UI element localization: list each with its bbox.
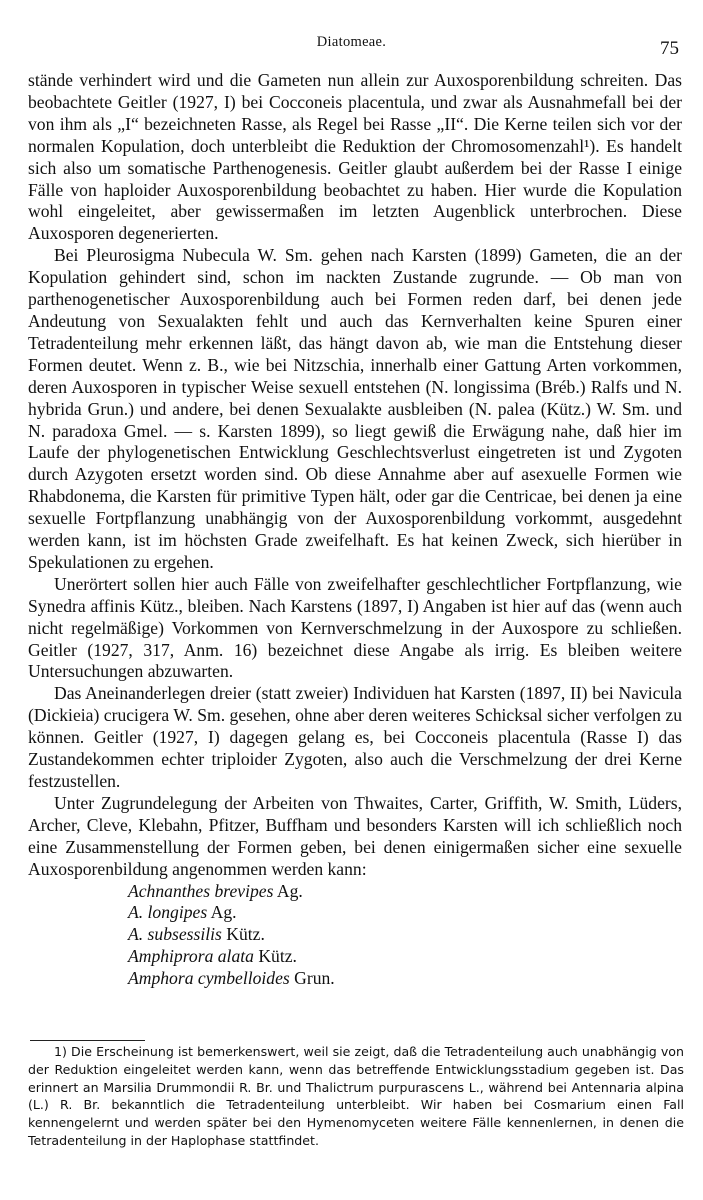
paragraph-2: Bei Pleurosigma Nubecula W. Sm. gehen nach Karsten (1899) Gameten, die an der Kopulation gehindert sind, schon im nackten Zustande zugrunde. — Ob man von parthenogenetischer Auxosporenbildung auch bei Formen reden darf, bei denen jede Andeutung von Sexualakten fehlt und auch das Kernverhalten keine Spuren einer Tetradenteilung mehr erkennen läßt, das hängt davon ab, wie man die Entstehung dieser Formen deutet. Wenn z. B., wie bei Nitzschia, innerhalb einer Gattung Arten vorkommen, deren Auxosporen in typischer Weise sexuell entstehen (N. longissima (Bréb.) Ralfs und N. hybrida Grun.) und andere, bei denen Sexualakte ausbleiben (N. palea (Kütz.) W. Sm. und N. paradoxa Gmel. — s. Karsten 1899), so liegt gewiß die Erwägung nahe, daß hier im Laufe der phylogenetischen Entwicklung Geschlechtsverlust eingetreten ist und Zygoten durch Azygoten ersetzt worden sind. Ob diese Annahme aber auf asexuelle Formen wie Rhabdonema, die Karsten für primitive Typen hält, oder gar die Centricae, bei denen ja eine sexuelle Fortpflanzung unabhängig von der Auxosporenbildung vorkommt, ausgedehnt werden kann, ist im höchsten Grade zweifelhaft. Es hat keinen Zweck, sich hierüber in Spekulationen zu ergehen. xyxy=(28,245,682,572)
species-name: A. longipes xyxy=(128,902,208,923)
paragraph-5: Unter Zugrundelegung der Arbeiten von Thwaites, Carter, Griffith, W. Smith, Lüders, Archer, Cleve, Klebahn, Pfitzer, Buffham und besonders Karsten will ich schließlich noch eine Zusammenstellung der Formen geben, bei denen einigermaßen sicher eine sexuelle Auxosporenbildung angenommen werden kann: xyxy=(28,792,682,879)
species-name: Amphiprora alata xyxy=(128,946,254,967)
species-item xyxy=(128,946,682,968)
species-author: Kütz. xyxy=(226,924,265,945)
species-list xyxy=(128,881,682,991)
species-author: Kütz. xyxy=(258,946,297,967)
species-author: Ag. xyxy=(276,880,303,901)
body-text xyxy=(28,70,682,990)
paragraph-4: Das Aneinanderlegen dreier (statt zweier) Individuen hat Karsten (1897, II) bei Navicula (Dickieia) crucigera W. Sm. gesehen, ohne aber deren weiteres Schicksal sicher verfolgen zu können. Geitler (1927, I) dagegen gelang es, bei Cocconeis placentula (Rasse I) das Zustandekommen echter triploider Zygoten, also auch die Verschmelzung der drei Kerne festzustellen. xyxy=(28,683,682,791)
paragraph-1: stände verhindert wird und die Gameten nun allein zur Auxosporenbildung schreiten. Das beobachtete Geitler (1927, I) bei Cocconeis placentula, und zwar als Ausnahmefall bei der von ihm als „I“ bezeichneten Rasse, als Regel bei Rasse „II“. Die Kerne teilen sich vor der normalen Kopulation, doch unterbleibt die Reduktion der Chromosomenzahl¹). Es handelt sich also um somatische Parthenogenesis. Geitler glaubt außerdem bei der Rasse I einige Fälle von haploider Auxosporenbildung beobachtet zu haben. Hier wurde die Kopulation wohl eingeleitet, aber gewissermaßen im letzten Augenblick unterbrochen. Diese Auxosporen degenerierten. xyxy=(28,70,682,244)
page-number: 75 xyxy=(660,38,679,59)
species-item xyxy=(128,924,682,946)
species-item xyxy=(128,902,682,924)
species-author: Ag. xyxy=(210,902,237,923)
species-item xyxy=(128,968,682,990)
footnote-divider xyxy=(30,1040,145,1041)
running-title: Diatomeae. xyxy=(316,34,387,50)
running-header xyxy=(0,34,703,64)
species-author: Grun. xyxy=(294,968,335,989)
species-name: Achnanthes brevipes xyxy=(128,880,274,901)
footnote-text: 1) Die Erscheinung ist bemerkenswert, weil sie zeigt, daß die Tetradenteilung auch unabhängig von der Reduktion eingeleitet werden kann, wenn das betreffende Entwicklungsstadium gegeben ist. Das erinnert an Marsilia Drummondii R. Br. und Thalictrum purpurascens L., während bei Antennaria alpina (L.) R. Br. bekanntlich die Tetradenteilung unterbleibt. Wir haben bei Cosmarium einen Fall kennengelernt und werden später bei den Hymenomyceten weitere Fälle kennenlernen, in denen die Tetradenteilung in der Haplophase stattfindet. xyxy=(28,1044,684,1148)
paragraph-3: Unerörtert sollen hier auch Fälle von zweifelhafter geschlechtlicher Fortpflanzung, wie Synedra affinis Kütz., bleiben. Nach Karstens (1897, I) Angaben ist hier auf das (wenn auch nicht regelmäßige) Vorkommen von Kernverschmelzung in der Auxospore zu schließen. Geitler (1927, 317, Anm. 16) bezeichnet diese Angabe als irrig. Es bleiben weitere Untersuchungen abzuwarten. xyxy=(28,573,682,682)
species-item xyxy=(128,881,682,903)
species-name: A. subsessilis xyxy=(128,924,222,945)
footnote xyxy=(28,1043,684,1150)
species-name: Amphora cymbelloides xyxy=(128,968,290,989)
